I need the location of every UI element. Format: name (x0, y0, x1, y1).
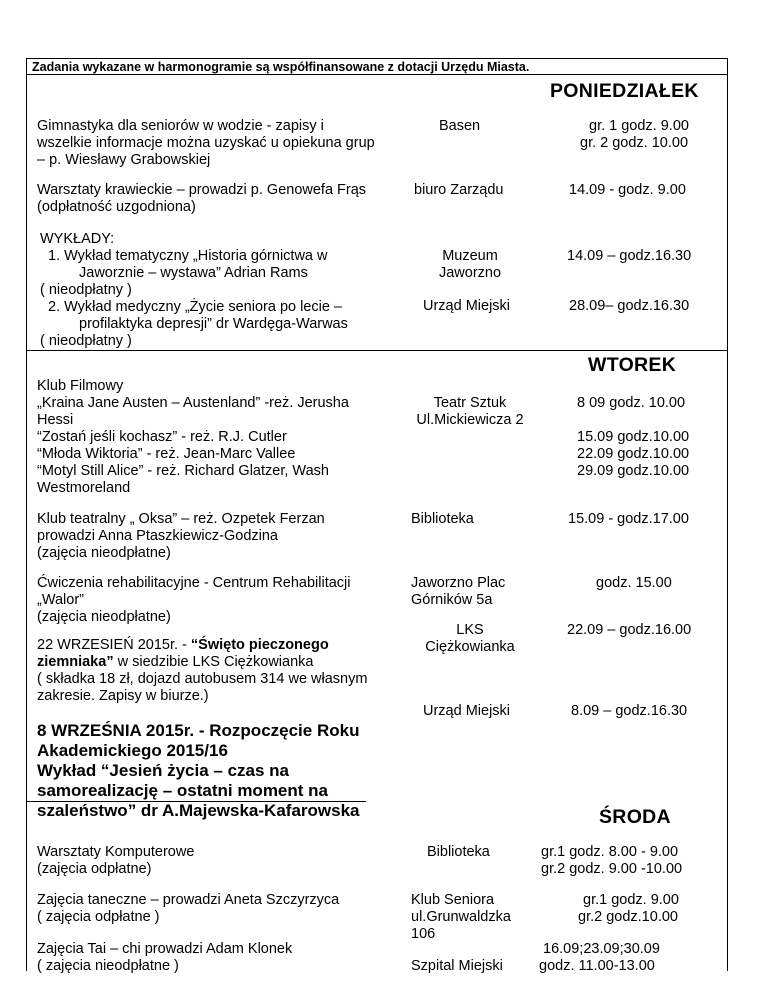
film-time-3: 22.09 godz.10.00 (577, 446, 690, 462)
theatre-desc-line-1: Klub teatralny „ Oksa” – reż. Ozpetek Ferzan (37, 511, 325, 527)
rehab-place-1: Jaworzno Plac (411, 575, 506, 591)
dance-place-2: ul.Grunwaldzka (411, 909, 511, 925)
academic-line-4: samorealizację – ostatni moment na (37, 781, 328, 800)
film-place-1: Teatr Sztuk (433, 395, 507, 411)
academic-line-2: Akademickiego 2015/16 (37, 741, 228, 760)
day-header-monday: PONIEDZIAŁEK (550, 80, 699, 102)
film-place-2: Ul.Mickiewicza 2 (416, 412, 524, 428)
potato-title-part-1: “Święto pieczonego (190, 637, 329, 653)
theatre-time: 15.09 - godz.17.00 (568, 511, 689, 527)
computer-place: Biblioteka (427, 844, 490, 860)
gym-time-1: gr. 1 godz. 9.00 (589, 118, 689, 134)
dance-desc-line-2: ( zajęcia odpłatne ) (37, 909, 160, 925)
lectures-desc-line-7: ( nieodpłatny ) (40, 333, 132, 349)
tailor-desc-line-2: (odpłatność uzgodniona) (37, 199, 196, 215)
film-desc-line-2: „Kraina Jane Austen – Austenland” -reż. Jerusha (37, 395, 349, 411)
lecture1-time: 14.09 – godz.16.30 (567, 248, 692, 264)
potato-line-3: ( składka 18 zł, dojazd autobusem 314 we własnym (37, 671, 368, 687)
table-border-left (26, 58, 27, 971)
lectures-desc-line-1: WYKŁADY: (40, 231, 115, 247)
potato-title-part-2: ziemniaka” (37, 654, 114, 670)
lecture2-time: 28.09– godz.16.30 (569, 298, 690, 314)
rehab-place-2: Górników 5a (411, 592, 493, 608)
academic-line-5: szaleństwo” dr A.Majewska-Kafarowska (37, 801, 360, 820)
potato-line-4: zakresie. Zapisy w biurze.) (37, 688, 209, 704)
taichi-desc-line-2: ( zajęcia nieodpłatne ) (37, 958, 179, 974)
header-note: Zadania wykazane w harmonogramie są współfinansowane z dotacji Urzędu Miasta. (32, 60, 530, 74)
rehab-desc-line-3: (zajęcia nieodpłatne) (37, 609, 171, 625)
potato-line-1 (37, 637, 329, 654)
day-header-wednesday: ŚRODA (599, 806, 671, 828)
potato-place-2: Ciężkowianka (425, 639, 515, 655)
rehab-desc-line-1: Ćwiczenia rehabilitacyjne - Centrum Rehabilitacji (37, 575, 351, 591)
computer-desc-line-2: (zajęcia odpłatne) (37, 861, 152, 877)
tailor-time: 14.09 - godz. 9.00 (569, 182, 686, 198)
film-time-1: 8 09 godz. 10.00 (577, 395, 686, 411)
lectures-desc-line-2: 1. Wykład tematyczny „Historia górnictwa w (48, 248, 328, 264)
potato-line-2 (37, 654, 313, 671)
film-desc-line-6: “Motyl Still Alice” - reż. Richard Glatzer, Wash (37, 463, 329, 479)
museum-place-1: Muzeum (442, 248, 498, 264)
academic-line-1: 8 WRZEŚNIA 2015r. - Rozpoczęcie Roku (37, 721, 360, 740)
day-header-tuesday: WTOREK (588, 354, 677, 376)
tailor-desc-line-1: Warsztaty krawieckie – prowadzi p. Genowefa Frąs (37, 182, 367, 198)
lectures-desc-line-3: Jaworznie – wystawa” Adrian Rams (79, 265, 308, 281)
museum-place-2: Jaworzno (438, 265, 502, 281)
film-desc-line-7: Westmoreland (37, 480, 131, 496)
potato-venue: w siedzibie LKS Ciężkowianka (113, 654, 314, 670)
potato-time: 22.09 – godz.16.00 (567, 622, 692, 638)
lectures-desc-line-4: ( nieodpłatny ) (40, 282, 132, 298)
theatre-desc-line-3: (zajęcia nieodpłatne) (37, 545, 171, 561)
dance-place-3: 106 (411, 926, 436, 942)
taichi-desc-line-1: Zajęcia Tai – chi prowadzi Adam Klonek (37, 941, 293, 957)
dance-time-1: gr.1 godz. 9.00 (583, 892, 679, 908)
gym-place: Basen (439, 118, 481, 134)
computer-time-2: gr.2 godz. 9.00 -10.00 (541, 861, 683, 877)
taichi-place: Szpital Miejski (411, 958, 503, 974)
film-time-2: 15.09 godz.10.00 (577, 429, 690, 445)
theatre-desc-line-2: prowadzi Anna Ptaszkiewicz-Godzina (37, 528, 278, 544)
lectures-desc-line-6: profilaktyka depresji” dr Wardęga-Warwas (79, 316, 348, 332)
computer-desc-line-1: Warsztaty Komputerowe (37, 844, 195, 860)
academic-time: 8.09 – godz.16.30 (571, 703, 688, 719)
academic-line-3: Wykład “Jesień życia – czas na (37, 761, 289, 780)
potato-date: 22 WRZESIEŃ 2015r. - (37, 637, 191, 653)
dance-desc-line-1: Zajęcia taneczne – prowadzi Aneta Szczyrzyca (37, 892, 340, 908)
header-divider (26, 74, 728, 75)
lectures-desc-line-5: 2. Wykład medyczny „Życie seniora po lecie – (48, 299, 343, 315)
gym-time-2: gr. 2 godz. 10.00 (580, 135, 689, 151)
gym-desc-line-1: Gimnastyka dla seniorów w wodzie - zapisy i (37, 118, 324, 134)
gym-desc-line-2: wszelkie informacje można uzyskać u opiekuna grup (37, 135, 375, 151)
film-desc-line-5: “Młoda Wiktoria” - reż. Jean-Marc Vallee (37, 446, 296, 462)
taichi-time-1: 16.09;23.09;30.09 (543, 941, 660, 957)
rehab-desc-line-2: „Walor” (37, 592, 84, 608)
tailor-place: biuro Zarządu (414, 182, 504, 198)
film-desc-line-4: “Zostań jeśli kochasz” - reż. R.J. Cutler (37, 429, 287, 445)
academic-place: Urząd Miejski (423, 703, 511, 719)
table-border-right (727, 58, 728, 971)
potato-place-1: LKS (456, 622, 484, 638)
film-desc-line-3: Hessi (37, 412, 74, 428)
dance-place-1: Klub Seniora (411, 892, 495, 908)
theatre-place: Biblioteka (411, 511, 474, 527)
rehab-time: godz. 15.00 (596, 575, 672, 591)
gym-desc-line-3: – p. Wiesławy Grabowskiej (37, 152, 211, 168)
film-desc-line-1: Klub Filmowy (37, 378, 124, 394)
film-time-4: 29.09 godz.10.00 (577, 463, 690, 479)
monday-divider (26, 350, 728, 351)
computer-time-1: gr.1 godz. 8.00 - 9.00 (541, 844, 679, 860)
taichi-time-2: godz. 11.00-13.00 (539, 958, 655, 974)
lecture2-place: Urząd Miejski (423, 298, 511, 314)
dance-time-2: gr.2 godz.10.00 (578, 909, 678, 925)
table-border-top (26, 58, 728, 59)
